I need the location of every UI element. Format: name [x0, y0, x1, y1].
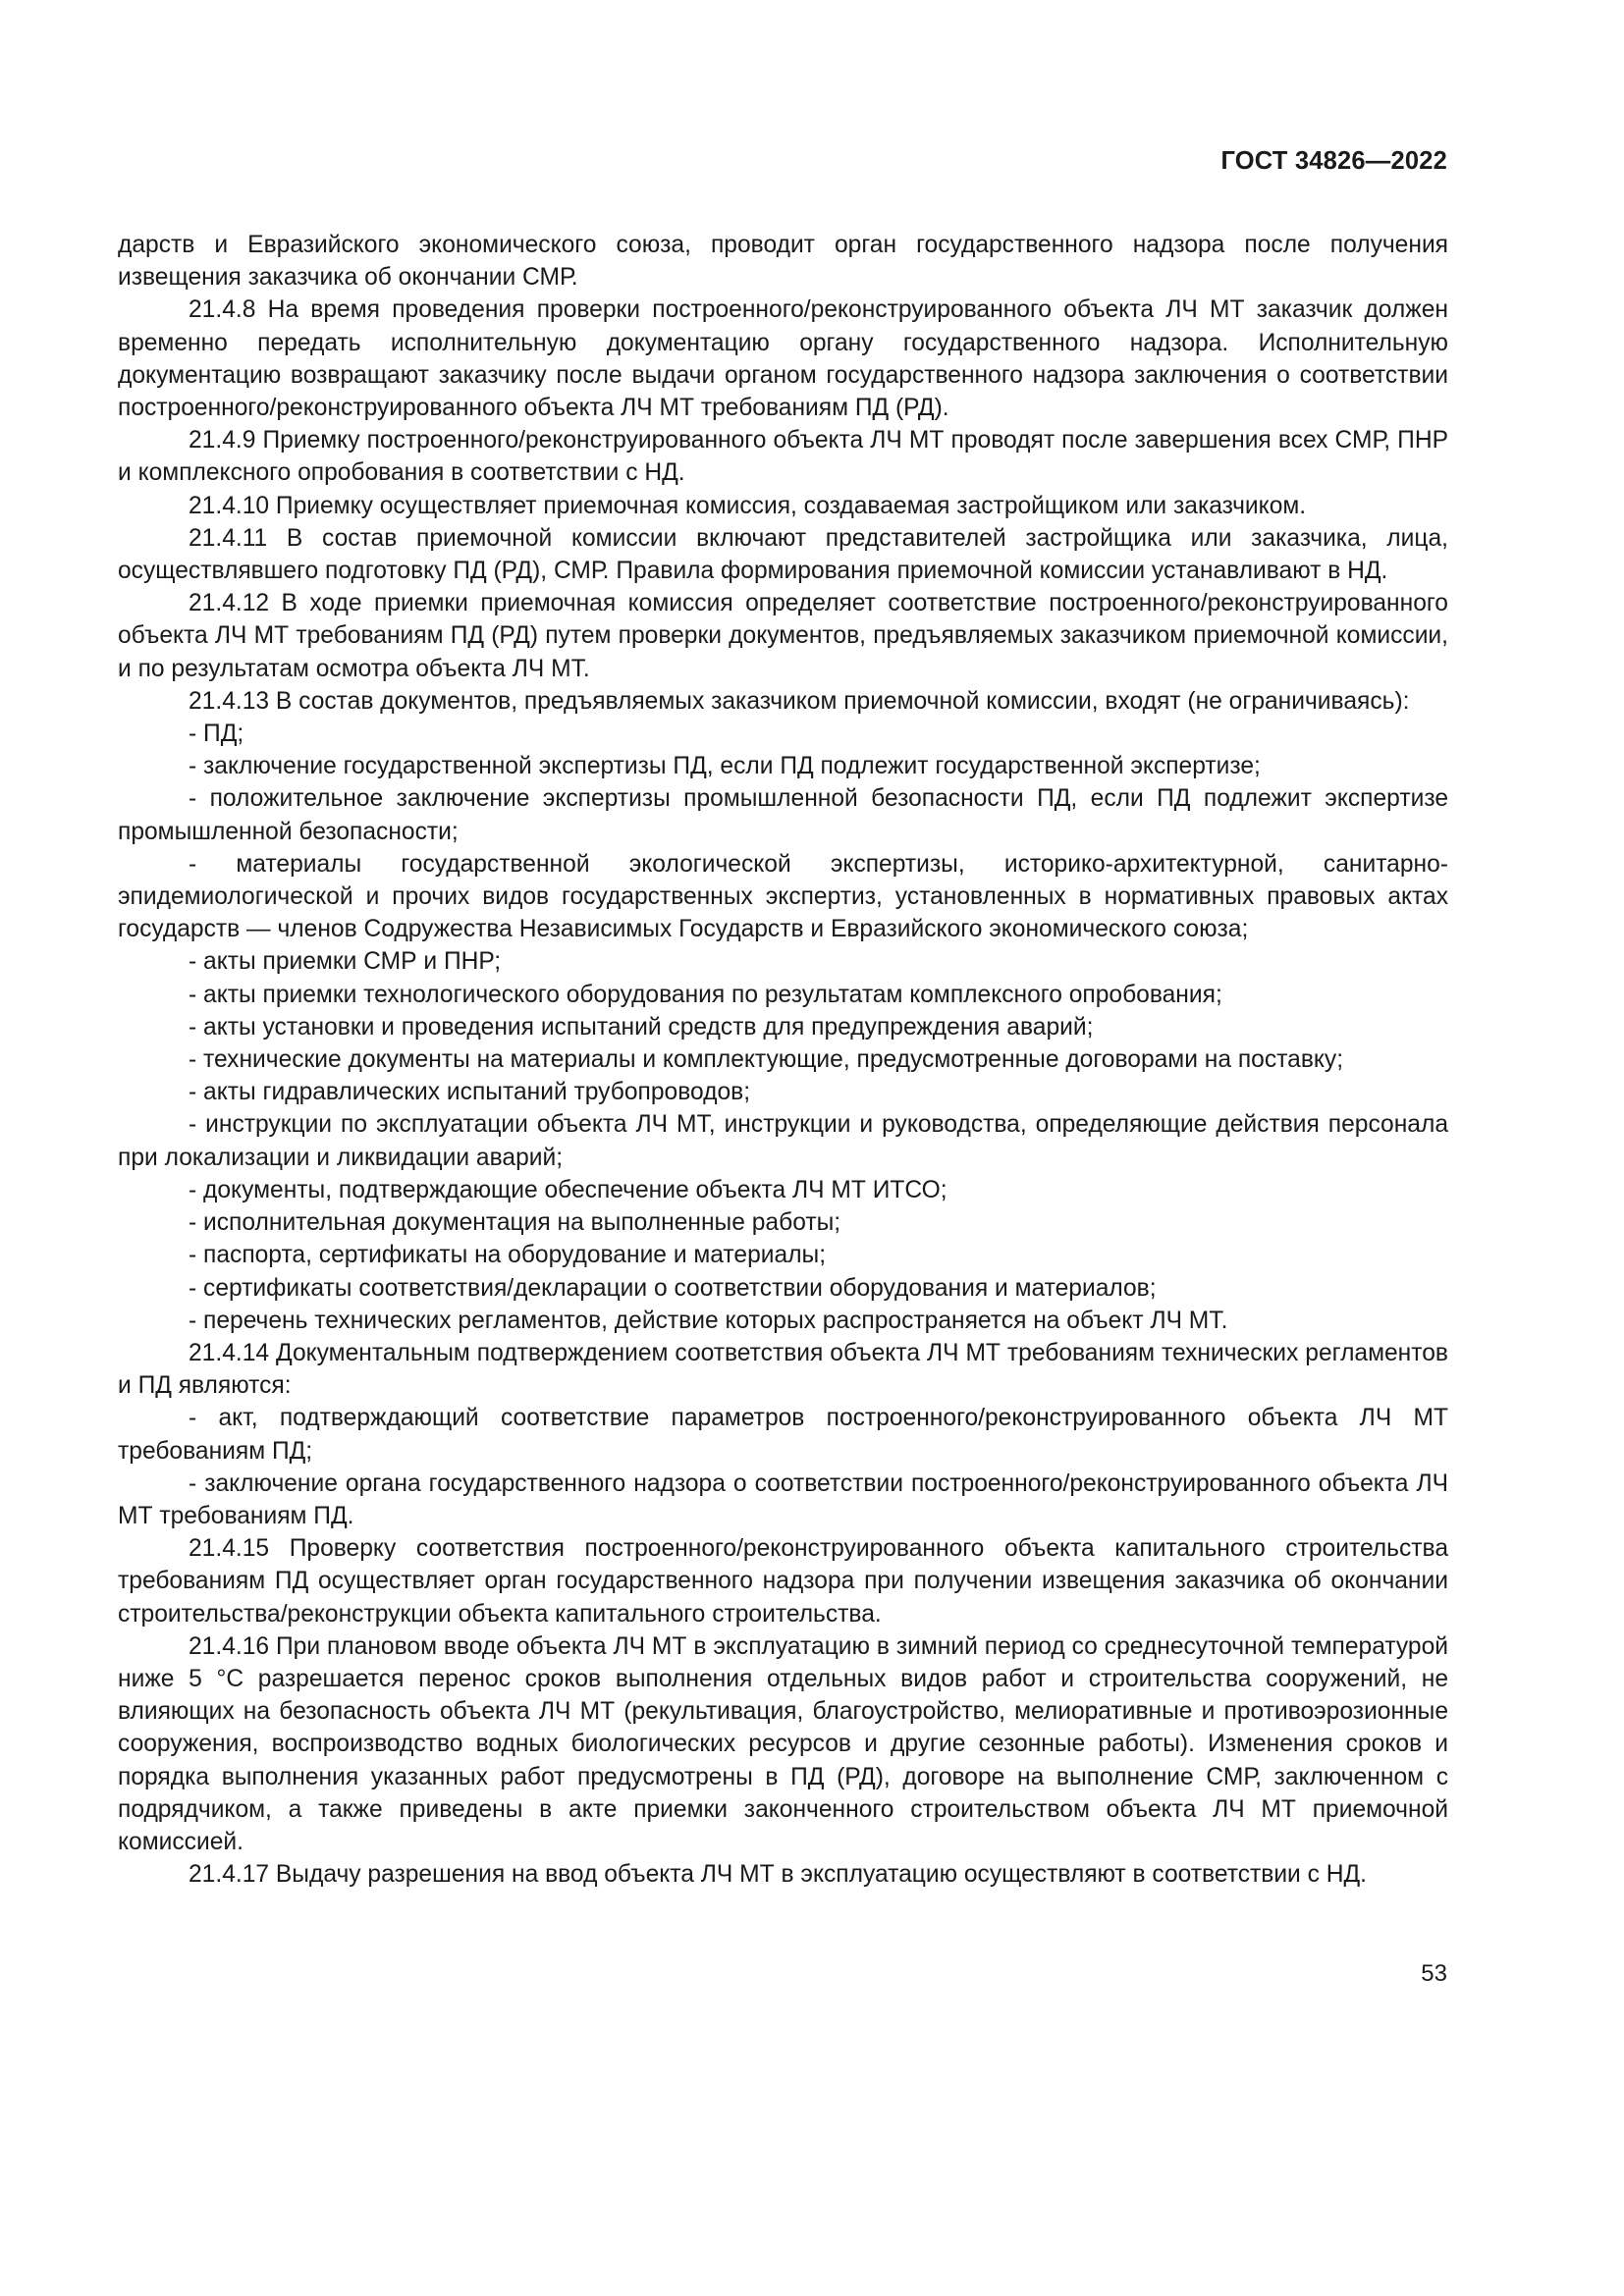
clause-21-4-13: 21.4.13 В состав документов, предъявляемых заказчиком приемочной комиссии, входят (не ограничиваясь):: [189, 687, 1410, 715]
document-header: ГОСТ 34826—2022: [1220, 147, 1447, 175]
list-item: - акт, подтверждающий соответствие параметров построенного/реконструированного объекта ЛЧ МТ требованиям ПД;: [118, 1405, 1448, 1465]
paragraph: дарств и Евразийского экономического союза, проводит орган государственного надзора после получения извещения заказчика об окончании СМР.: [118, 232, 1448, 292]
list-item: - заключение органа государственного надзора о соответствии построенного/реконструированного объекта ЛЧ МТ требованиям ПД.: [118, 1469, 1448, 1529]
list-item: - инструкции по эксплуатации объекта ЛЧ МТ, инструкции и руководства, определяющие действия персонала при локализации и ликвидации аварий;: [118, 1111, 1448, 1171]
clause-21-4-16: 21.4.16 При плановом вводе объекта ЛЧ МТ в эксплуатацию в зимний период со среднесуточной температурой ниже 5 °С разрешается перенос сроков выполнения отдельных видов работ и строительства сооружений, не влияющих на безопасность объекта ЛЧ МТ (рекультивация, благоустройство, мелиоративные и противоэрозионные сооружения, воспроизводство водных биологических ресурсов и другие сезонные работы). Изменения сроков и порядка выполнения указанных работ предусмотрены в ПД (РД), договоре на выполнение СМР, заключенном с подрядчиком, а также приведены в акте приемки законченного строительством объекта ЛЧ МТ приемочной комиссией.: [118, 1632, 1448, 1855]
list-item: - исполнительная документация на выполненные работы;: [189, 1209, 841, 1237]
list-item: - документы, подтверждающие обеспечение объекта ЛЧ МТ ИТСО;: [189, 1176, 947, 1203]
list-item: - перечень технических регламентов, действие которых распространяется на объект ЛЧ МТ.: [189, 1307, 1228, 1334]
list-item: - технические документы на материалы и комплектующие, предусмотренные договорами на поставку;: [189, 1046, 1344, 1074]
list-item: - акты приемки СМР и ПНР;: [189, 948, 502, 976]
clause-21-4-11: 21.4.11 В состав приемочной комиссии включают представителей застройщика или заказчика, лица, осуществлявшего подготовку ПД (РД), СМР. Правила формирования приемочной комиссии устанавливают в НД.: [118, 524, 1448, 585]
list-item: - заключение государственной экспертизы ПД, если ПД подлежит государственной экспертизе;: [189, 753, 1261, 780]
page-body: [118, 229, 1448, 1891]
list-item: - акты установки и проведения испытаний средств для предупреждения аварий;: [189, 1013, 1094, 1041]
list-item: - ПД;: [189, 721, 244, 748]
page-number: 53: [1421, 1960, 1447, 1987]
clause-21-4-10: 21.4.10 Приемку осуществляет приемочная комиссия, создаваемая застройщиком или заказчиком.: [189, 492, 1307, 519]
clause-21-4-14: 21.4.14 Документальным подтверждением соответствия объекта ЛЧ МТ требованиям технических регламентов и ПД являются:: [118, 1339, 1448, 1400]
list-item: - материалы государственной экологической экспертизы, историко-архитектурной, санитарно-эпидемиологической и прочих видов государственных экспертиз, установленных в нормативных правовых актах государств — членов Содружества Независимых Государств и Евразийского экономического союза;: [118, 850, 1448, 943]
list-item: - сертификаты соответствия/декларации о соответствии оборудования и материалов;: [189, 1274, 1157, 1302]
clause-21-4-8: 21.4.8 На время проведения проверки построенного/реконструированного объекта ЛЧ МТ заказчик должен временно передать исполнительную документацию органу государственного надзора. Исполнительную документацию возвращают заказчику после выдачи органом государственного надзора заключения о соответствии построенного/реконструированного объекта ЛЧ МТ требованиям ПД (РД).: [118, 296, 1448, 422]
list-item: - акты приемки технологического оборудования по результатам комплексного опробования;: [189, 981, 1222, 1008]
list-item: - акты гидравлических испытаний трубопроводов;: [189, 1079, 751, 1106]
clause-21-4-12: 21.4.12 В ходе приемки приемочная комиссия определяет соответствие построенного/реконструированного объекта ЛЧ МТ требованиям ПД (РД) путем проверки документов, предъявляемых заказчиком приемочной комиссии, и по результатам осмотра объекта ЛЧ МТ.: [118, 590, 1448, 682]
clause-21-4-9: 21.4.9 Приемку построенного/реконструированного объекта ЛЧ МТ проводят после завершения всех СМР, ПНР и комплексного опробования в соответствии с НД.: [118, 427, 1448, 487]
clause-21-4-17: 21.4.17 Выдачу разрешения на ввод объекта ЛЧ МТ в эксплуатацию осуществляют в соответствии с НД.: [189, 1861, 1368, 1889]
list-item: - паспорта, сертификаты на оборудование и материалы;: [189, 1242, 827, 1269]
list-item: - положительное заключение экспертизы промышленной безопасности ПД, если ПД подлежит экспертизе промышленной безопасности;: [118, 785, 1448, 845]
clause-21-4-15: 21.4.15 Проверку соответствия построенного/реконструированного объекта капитального строительства требованиям ПД осуществляет орган государственного надзора при получении извещения заказчика об окончании строительства/реконструкции объекта капитального строительства.: [118, 1535, 1448, 1628]
